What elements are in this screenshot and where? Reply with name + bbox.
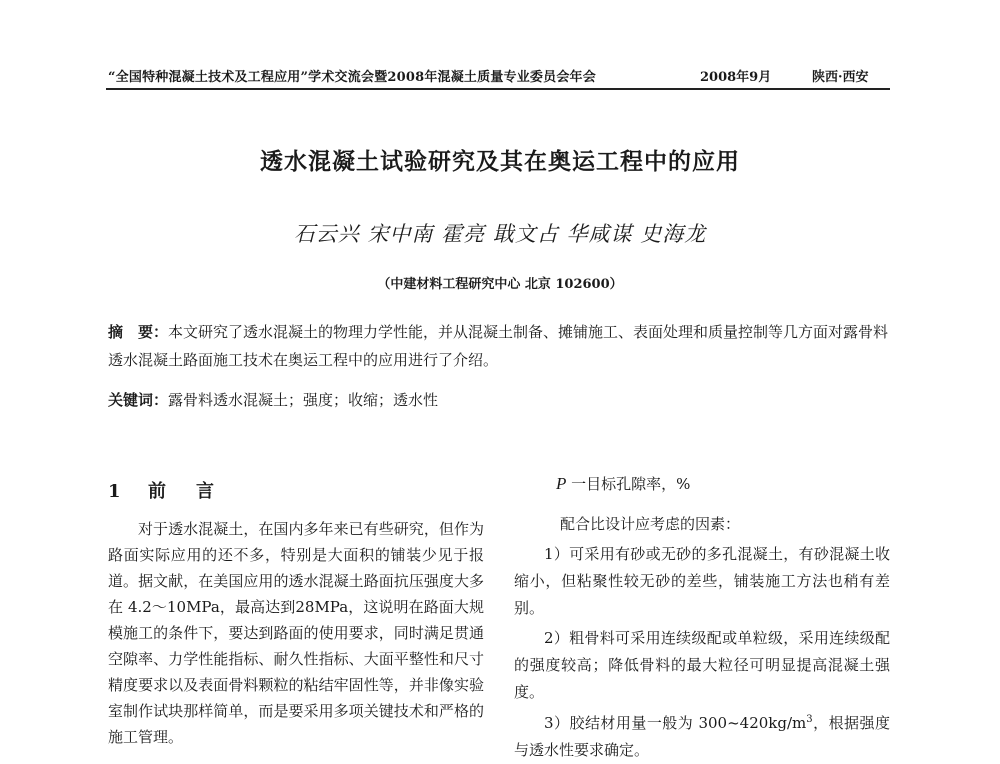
running-header-date: 2008年9月 (700, 70, 772, 85)
left-column (108, 516, 484, 750)
item-1-text: 1）可采用有砂或无砂的多孔混凝土，有砂混凝土收缩小，但粘聚性较无砂的差些，铺装施工方法也稍有差别。 (514, 545, 890, 617)
variable-definition (556, 470, 890, 498)
item-3-text-post: ，根据强度与透水性要求确定。 (514, 714, 890, 759)
header-rule (106, 88, 890, 90)
section-number: 1 (108, 481, 122, 502)
keywords-label: 关键词： (108, 391, 169, 409)
keywords (108, 386, 890, 414)
section-title-part1: 前 (148, 481, 167, 502)
section-heading (108, 477, 215, 503)
section-title-part2: 言 (196, 481, 215, 502)
item-3-text-pre: 3）胶结材用量一般为 300~420kg/m (544, 714, 807, 732)
abstract-label: 摘 要： (108, 323, 169, 341)
variable-symbol: P (556, 474, 567, 493)
mix-design-item-3 (514, 710, 890, 764)
paper-affiliation: （中建材料工程研究中心 北京 102600） (377, 277, 623, 292)
paper-authors: 石云兴 宋中南 霍亮 戢文占 华咸谋 史海龙 (293, 222, 707, 246)
item-2-text: 2）粗骨料可采用连续级配或单粒级，采用连续级配的强度较高；降低骨料的最大粒径可明显提高混凝土强度。 (514, 629, 890, 701)
running-header-location: 陕西·西安 (812, 70, 869, 85)
paper-title: 透水混凝土试验研究及其在奥运工程中的应用 (260, 148, 740, 175)
keywords-text: 露骨料透水混凝土；强度；收缩；透水性 (168, 391, 439, 409)
abstract (108, 318, 890, 374)
item-3-superscript: 3 (806, 714, 813, 725)
mix-design-item-1 (514, 541, 890, 622)
intro-paragraph: 对于透水混凝土，在国内多年来已有些研究，但作为路面实际应用的还不多，特别是大面积的铺装少见于报道。据文献，在美国应用的透水混凝土路面抗压强度大多在 4.2～10MPa，最高达到28MPa，这说明在路面大规模施工的条件下，要达到路面的使用要求，同时满足贯通空隙率、力学性能指标、耐久性指标、大面平整性和尺寸精度要求以及表面骨料颗粒的粘结牢固性等，并非像实验室制作试块那样简单，而是要采用多项关键技术和严格的施工管理。 (108, 520, 484, 746)
mix-design-intro: 配合比设计应考虑的因素： (560, 515, 741, 533)
mix-design-item-2 (514, 625, 890, 706)
variable-description: 一目标孔隙率，% (571, 475, 691, 493)
running-header-conference: “全国特种混凝土技术及工程应用”学术交流会暨2008年混凝土质量专业委员会年会 (108, 70, 596, 85)
abstract-text: 本文研究了透水混凝土的物理力学性能，并从混凝土制备、摊铺施工、表面处理和质量控制等几方面对露骨料透水混凝土路面施工技术在奥运工程中的应用进行了介绍。 (108, 323, 889, 369)
